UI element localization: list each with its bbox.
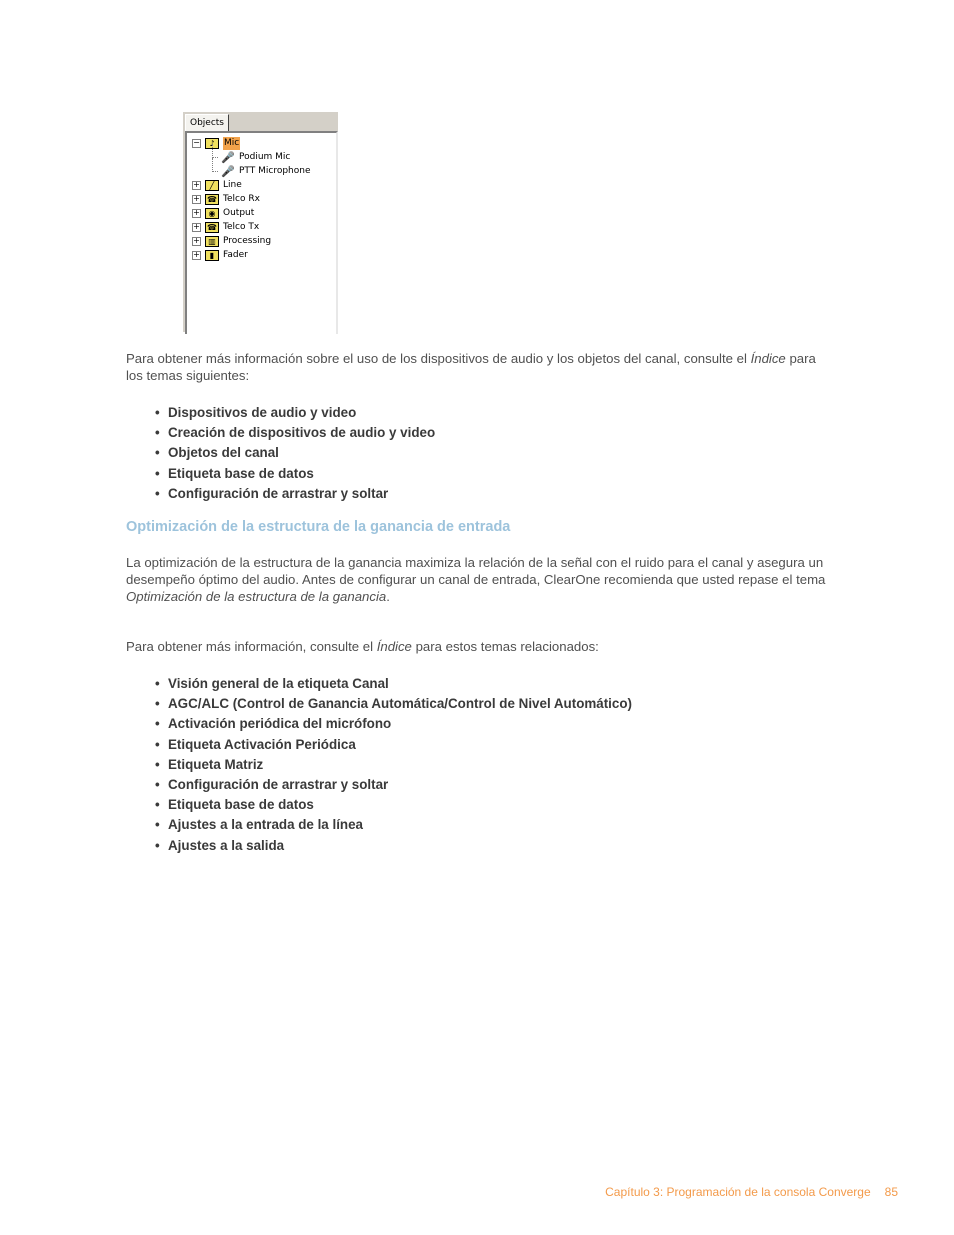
tree-item-mic[interactable] (187, 137, 332, 150)
intro-paragraph: Para obtener más información sobre el uso de los dispositivos de audio y los objetos del canal, consulte el Índice para los temas siguientes: (126, 351, 816, 383)
microphone-icon: 🎤 (221, 151, 235, 164)
topic-reference: Optimización de la estructura de la ganancia (126, 589, 387, 604)
list-item-label: Objetos del canal (168, 445, 279, 461)
bullet-icon: • (155, 465, 160, 481)
tree-item-telco-rx[interactable] (187, 193, 332, 206)
bullet-icon: • (155, 445, 160, 461)
tree-connector (212, 158, 213, 172)
list-item (155, 836, 632, 856)
tree-item-label: Podium Mic (239, 152, 291, 162)
list-item (155, 443, 435, 463)
list-item (155, 694, 632, 714)
list-item (155, 775, 632, 795)
list-item (155, 464, 435, 484)
list-item (155, 755, 632, 775)
tree-item-label: PTT Microphone (239, 166, 311, 176)
list-item-label: Dispositivos de audio y video (168, 405, 357, 420)
microphone-icon: 🎤 (221, 165, 235, 178)
bullet-icon: • (155, 756, 160, 772)
expand-icon[interactable]: + (193, 250, 200, 259)
tree-item-podium-mic[interactable] (187, 151, 332, 164)
bullet-icon: • (155, 676, 160, 691)
list-item (155, 423, 435, 443)
bullet-icon: • (155, 405, 160, 420)
footer-chapter: Capítulo 3: Programación de la consola Converge (605, 1185, 871, 1199)
tree-connector (212, 171, 218, 172)
tree-item-label: Processing (223, 236, 272, 246)
list-item (155, 795, 632, 815)
output-icon: ◉ (205, 208, 219, 219)
line-icon: ╱ (205, 180, 219, 191)
list-item-label: Visión general de la etiqueta Canal (168, 676, 389, 691)
objects-tree[interactable] (185, 131, 338, 334)
list-item-label: Creación de dispositivos de audio y video (168, 425, 436, 441)
list-item-label: Etiqueta Activación Periódica (168, 736, 356, 752)
fader-icon: ▮ (205, 250, 219, 261)
tab-objects[interactable]: Objects (185, 114, 229, 131)
bullet-icon: • (155, 485, 160, 501)
list-item (155, 735, 632, 755)
bullet-icon: • (155, 776, 160, 792)
tree-item-output[interactable] (187, 207, 332, 220)
list-item-label: Ajustes a la entrada de la línea (168, 817, 363, 833)
tree-item-label: Output (223, 208, 255, 218)
telco-tx-icon: ☎ (205, 222, 219, 233)
tree-connector (212, 144, 213, 158)
bullet-icon: • (155, 716, 160, 732)
bullet-icon: • (155, 817, 160, 833)
tree-item-fader[interactable] (187, 249, 332, 262)
tree-item-processing[interactable] (187, 235, 332, 248)
list-item (155, 403, 435, 423)
bullet-icon: • (155, 425, 160, 441)
topics-list-1 (155, 403, 435, 504)
list-item (155, 674, 632, 694)
bullet-icon: • (155, 797, 160, 813)
list-item (155, 484, 435, 504)
list-item-label: Etiqueta Matriz (168, 756, 264, 772)
tree-item-line[interactable] (187, 179, 332, 192)
list-item-label: Configuración de arrastrar y soltar (168, 485, 389, 501)
page-footer (605, 1185, 898, 1199)
bullet-icon: • (155, 837, 160, 853)
topics-list-2 (155, 674, 632, 856)
expand-icon[interactable]: + (193, 194, 200, 203)
more-info-paragraph: Para obtener más información, consulte el Índice para estos temas relacionados: (126, 639, 599, 654)
tree-item-label: Line (223, 180, 242, 190)
list-item-label: Activación periódica del micrófono (168, 716, 392, 732)
expand-icon[interactable]: + (193, 208, 200, 217)
objects-panel (183, 112, 338, 332)
tree-item-telco-tx[interactable] (187, 221, 332, 234)
tree-item-ptt-microphone[interactable] (187, 165, 332, 178)
list-item-label: Etiqueta base de datos (168, 465, 314, 481)
telco-rx-icon: ☎ (205, 194, 219, 205)
list-item-label: Ajustes a la salida (168, 837, 285, 853)
list-item-label: Configuración de arrastrar y soltar (168, 776, 389, 792)
list-item (155, 714, 632, 734)
expand-icon[interactable]: + (193, 180, 200, 189)
tree-item-label: Mic (224, 138, 240, 148)
tree-item-label: Telco Rx (223, 194, 260, 204)
index-reference: Índice (750, 351, 786, 366)
collapse-icon[interactable]: − (193, 138, 200, 147)
processing-icon: ▥ (205, 236, 219, 247)
list-item-label: Etiqueta base de datos (168, 797, 314, 813)
mic-icon: ♪ (205, 138, 219, 149)
bullet-icon: • (155, 696, 160, 712)
page-number: 85 (884, 1185, 898, 1199)
expand-icon[interactable]: + (193, 222, 200, 231)
tree-item-label: Telco Tx (223, 222, 260, 232)
section-heading: Optimización de la estructura de la ganancia de entrada (126, 519, 511, 535)
index-reference: Índice (376, 639, 412, 654)
expand-icon[interactable]: + (193, 236, 200, 245)
tree-item-label: Fader (223, 250, 248, 260)
list-item (155, 815, 632, 835)
optimization-paragraph: La optimización de la estructura de la ganancia maximiza la relación de la señal con el ruido para el canal y asegura un desempeño óptimo del audio. Antes de configurar un canal de entrada, ClearOne recomienda que usted repase el tema Optimización de la estructura de la ganancia. (126, 555, 826, 604)
bullet-icon: • (155, 736, 160, 752)
list-item-label: AGC/ALC (Control de Ganancia Automática/Control de Nivel Automático) (168, 696, 632, 712)
